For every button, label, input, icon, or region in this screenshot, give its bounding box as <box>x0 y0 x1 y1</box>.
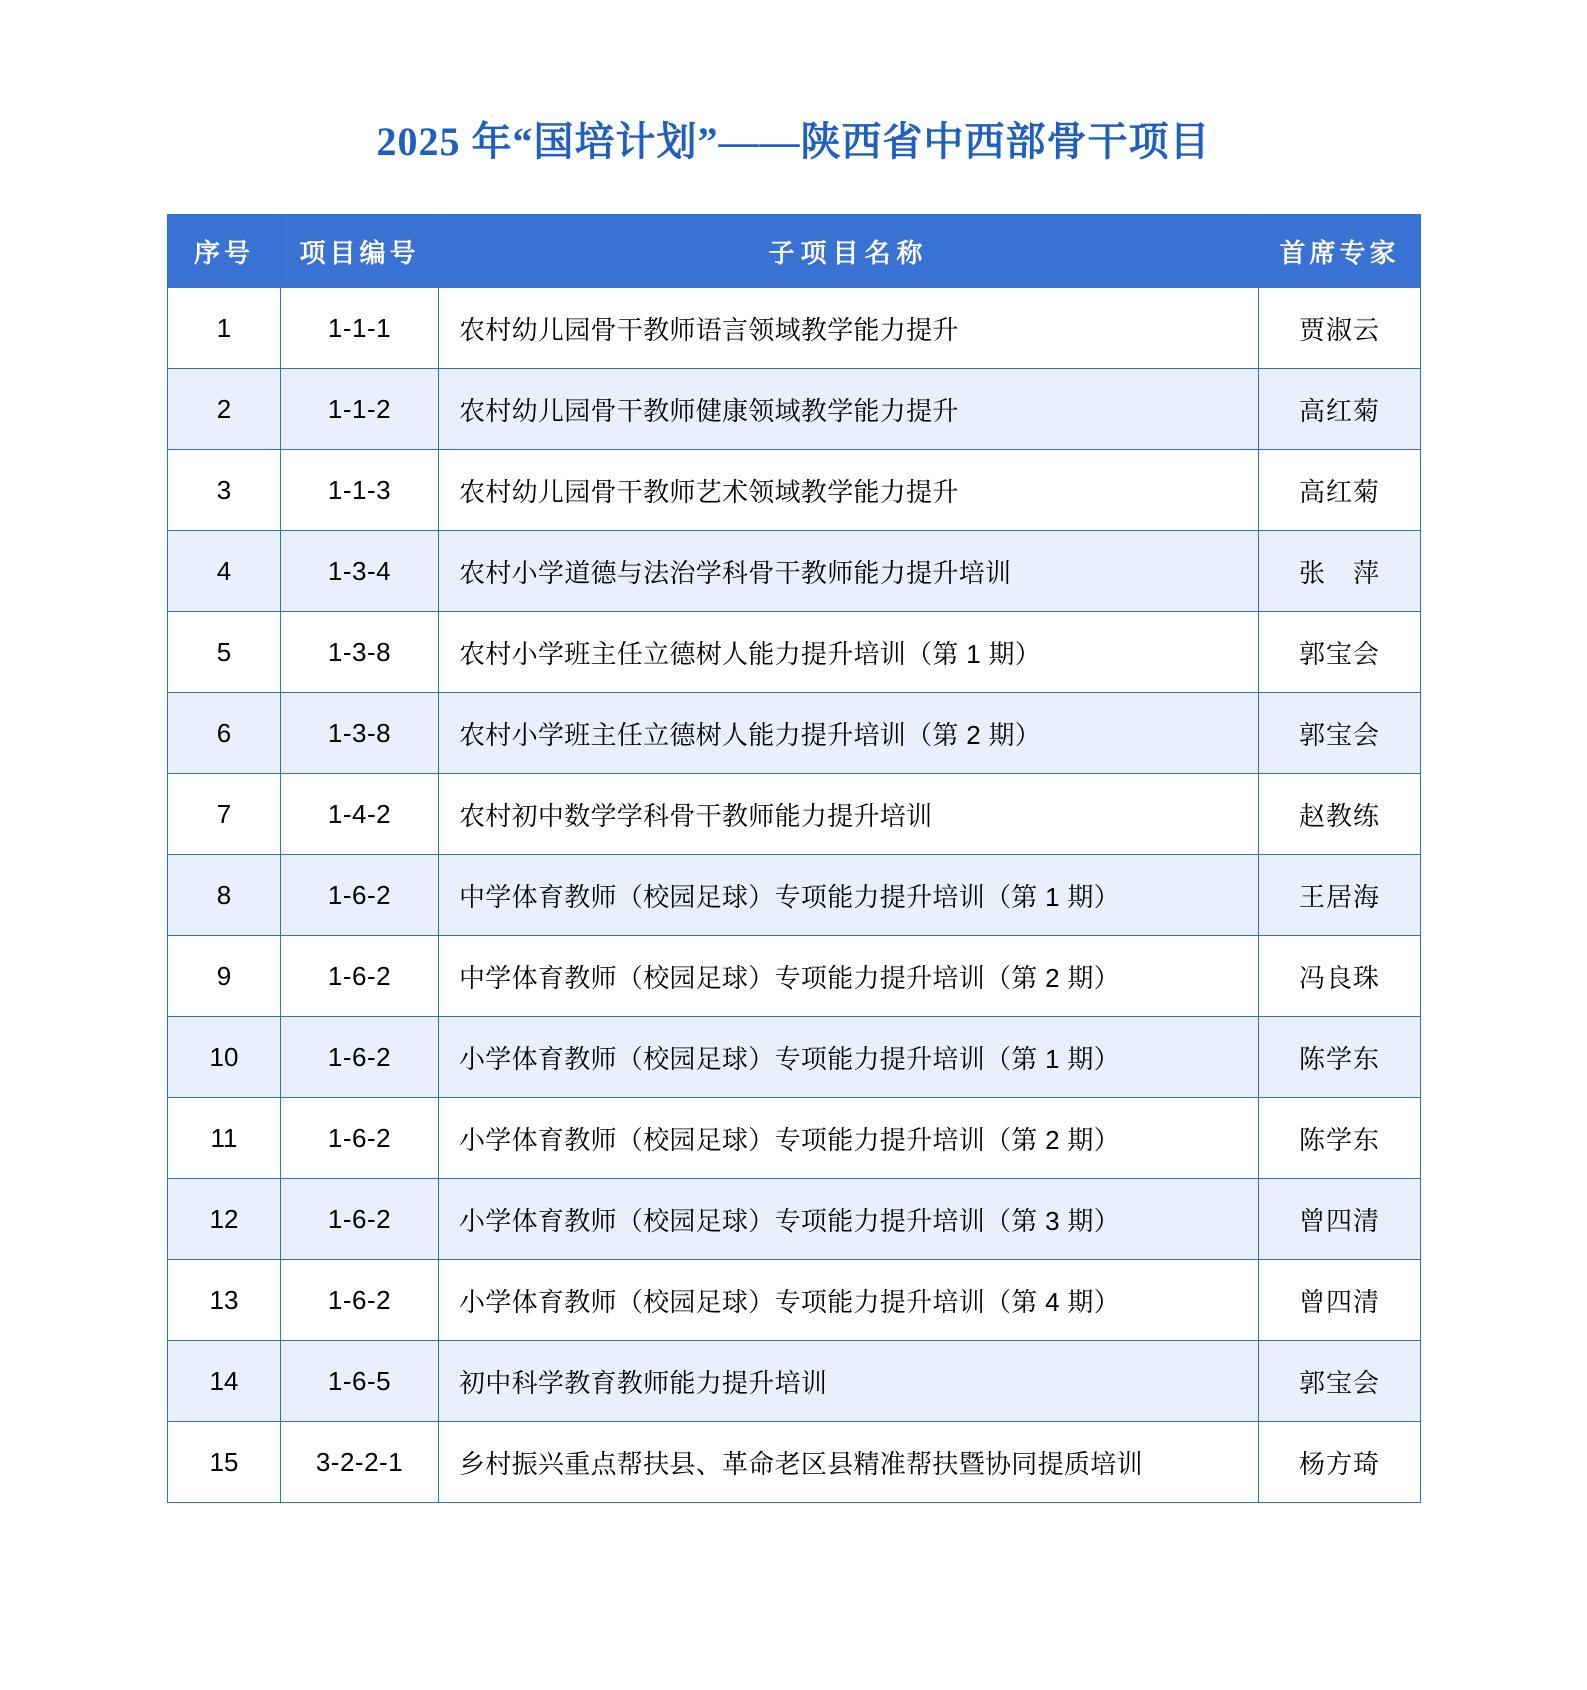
cell-project-name: 农村小学道德与法治学科骨干教师能力提升培训 <box>439 531 1259 612</box>
table-row <box>168 531 1421 612</box>
cell-index: 1 <box>168 288 281 369</box>
table-body <box>168 288 1421 1503</box>
cell-index: 12 <box>168 1179 281 1260</box>
cell-index: 7 <box>168 774 281 855</box>
cell-chief-expert: 贾淑云 <box>1259 288 1421 369</box>
cell-index: 13 <box>168 1260 281 1341</box>
cell-index: 9 <box>168 936 281 1017</box>
cell-project-name: 小学体育教师（校园足球）专项能力提升培训（第 2 期） <box>439 1098 1259 1179</box>
cell-chief-expert: 郭宝会 <box>1259 612 1421 693</box>
project-table-container <box>167 214 1420 1503</box>
cell-project-name: 乡村振兴重点帮扶县、革命老区县精准帮扶暨协同提质培训 <box>439 1422 1259 1503</box>
cell-project-code: 1-3-8 <box>281 693 439 774</box>
table-row <box>168 774 1421 855</box>
page-title: 2025 年“国培计划”——陕西省中西部骨干项目 <box>376 119 1211 164</box>
cell-project-name: 中学体育教师（校园足球）专项能力提升培训（第 2 期） <box>439 936 1259 1017</box>
table-row <box>168 936 1421 1017</box>
cell-project-name: 小学体育教师（校园足球）专项能力提升培训（第 4 期） <box>439 1260 1259 1341</box>
table-row <box>168 1341 1421 1422</box>
cell-project-code: 1-1-3 <box>281 450 439 531</box>
cell-project-code: 1-6-2 <box>281 855 439 936</box>
cell-project-name: 农村初中数学学科骨干教师能力提升培训 <box>439 774 1259 855</box>
cell-index: 11 <box>168 1098 281 1179</box>
cell-chief-expert: 高红菊 <box>1259 450 1421 531</box>
cell-project-code: 1-6-2 <box>281 1098 439 1179</box>
cell-project-code: 3-2-2-1 <box>281 1422 439 1503</box>
cell-chief-expert: 曾四清 <box>1259 1179 1421 1260</box>
table-row <box>168 369 1421 450</box>
cell-index: 14 <box>168 1341 281 1422</box>
cell-project-name: 中学体育教师（校园足球）专项能力提升培训（第 1 期） <box>439 855 1259 936</box>
cell-chief-expert: 陈学东 <box>1259 1017 1421 1098</box>
cell-index: 3 <box>168 450 281 531</box>
cell-project-name: 农村小学班主任立德树人能力提升培训（第 1 期） <box>439 612 1259 693</box>
project-table <box>167 214 1421 1503</box>
column-header-expert: 首席专家 <box>1259 215 1421 288</box>
cell-project-name: 农村幼儿园骨干教师语言领域教学能力提升 <box>439 288 1259 369</box>
table-row <box>168 1098 1421 1179</box>
cell-project-name: 小学体育教师（校园足球）专项能力提升培训（第 3 期） <box>439 1179 1259 1260</box>
table-row <box>168 1017 1421 1098</box>
table-row <box>168 450 1421 531</box>
cell-index: 15 <box>168 1422 281 1503</box>
cell-project-code: 1-1-2 <box>281 369 439 450</box>
cell-chief-expert: 冯良珠 <box>1259 936 1421 1017</box>
column-header-index: 序号 <box>168 215 281 288</box>
cell-chief-expert: 陈学东 <box>1259 1098 1421 1179</box>
table-row <box>168 1179 1421 1260</box>
cell-index: 5 <box>168 612 281 693</box>
cell-project-name: 农村小学班主任立德树人能力提升培训（第 2 期） <box>439 693 1259 774</box>
table-row <box>168 693 1421 774</box>
cell-project-name: 农村幼儿园骨干教师健康领域教学能力提升 <box>439 369 1259 450</box>
table-row <box>168 855 1421 936</box>
table-header-row <box>168 215 1421 288</box>
cell-chief-expert: 赵教练 <box>1259 774 1421 855</box>
table-header <box>168 215 1421 288</box>
cell-project-code: 1-1-1 <box>281 288 439 369</box>
cell-index: 6 <box>168 693 281 774</box>
cell-project-code: 1-3-4 <box>281 531 439 612</box>
cell-project-code: 1-6-2 <box>281 1017 439 1098</box>
cell-index: 4 <box>168 531 281 612</box>
cell-chief-expert: 王居海 <box>1259 855 1421 936</box>
cell-chief-expert: 杨方琦 <box>1259 1422 1421 1503</box>
cell-index: 10 <box>168 1017 281 1098</box>
cell-project-name: 农村幼儿园骨干教师艺术领域教学能力提升 <box>439 450 1259 531</box>
column-header-code: 项目编号 <box>281 215 439 288</box>
cell-project-code: 1-3-8 <box>281 612 439 693</box>
cell-project-code: 1-4-2 <box>281 774 439 855</box>
cell-project-code: 1-6-2 <box>281 936 439 1017</box>
cell-project-name: 小学体育教师（校园足球）专项能力提升培训（第 1 期） <box>439 1017 1259 1098</box>
table-row <box>168 1260 1421 1341</box>
cell-index: 8 <box>168 855 281 936</box>
column-header-name: 子项目名称 <box>439 215 1259 288</box>
cell-project-code: 1-6-5 <box>281 1341 439 1422</box>
cell-chief-expert: 郭宝会 <box>1259 1341 1421 1422</box>
cell-index: 2 <box>168 369 281 450</box>
cell-chief-expert: 曾四清 <box>1259 1260 1421 1341</box>
cell-chief-expert: 高红菊 <box>1259 369 1421 450</box>
cell-project-code: 1-6-2 <box>281 1179 439 1260</box>
cell-chief-expert: 郭宝会 <box>1259 693 1421 774</box>
table-row <box>168 612 1421 693</box>
cell-project-code: 1-6-2 <box>281 1260 439 1341</box>
cell-project-name: 初中科学教育教师能力提升培训 <box>439 1341 1259 1422</box>
cell-chief-expert: 张 萍 <box>1259 531 1421 612</box>
table-row <box>168 288 1421 369</box>
table-row <box>168 1422 1421 1503</box>
